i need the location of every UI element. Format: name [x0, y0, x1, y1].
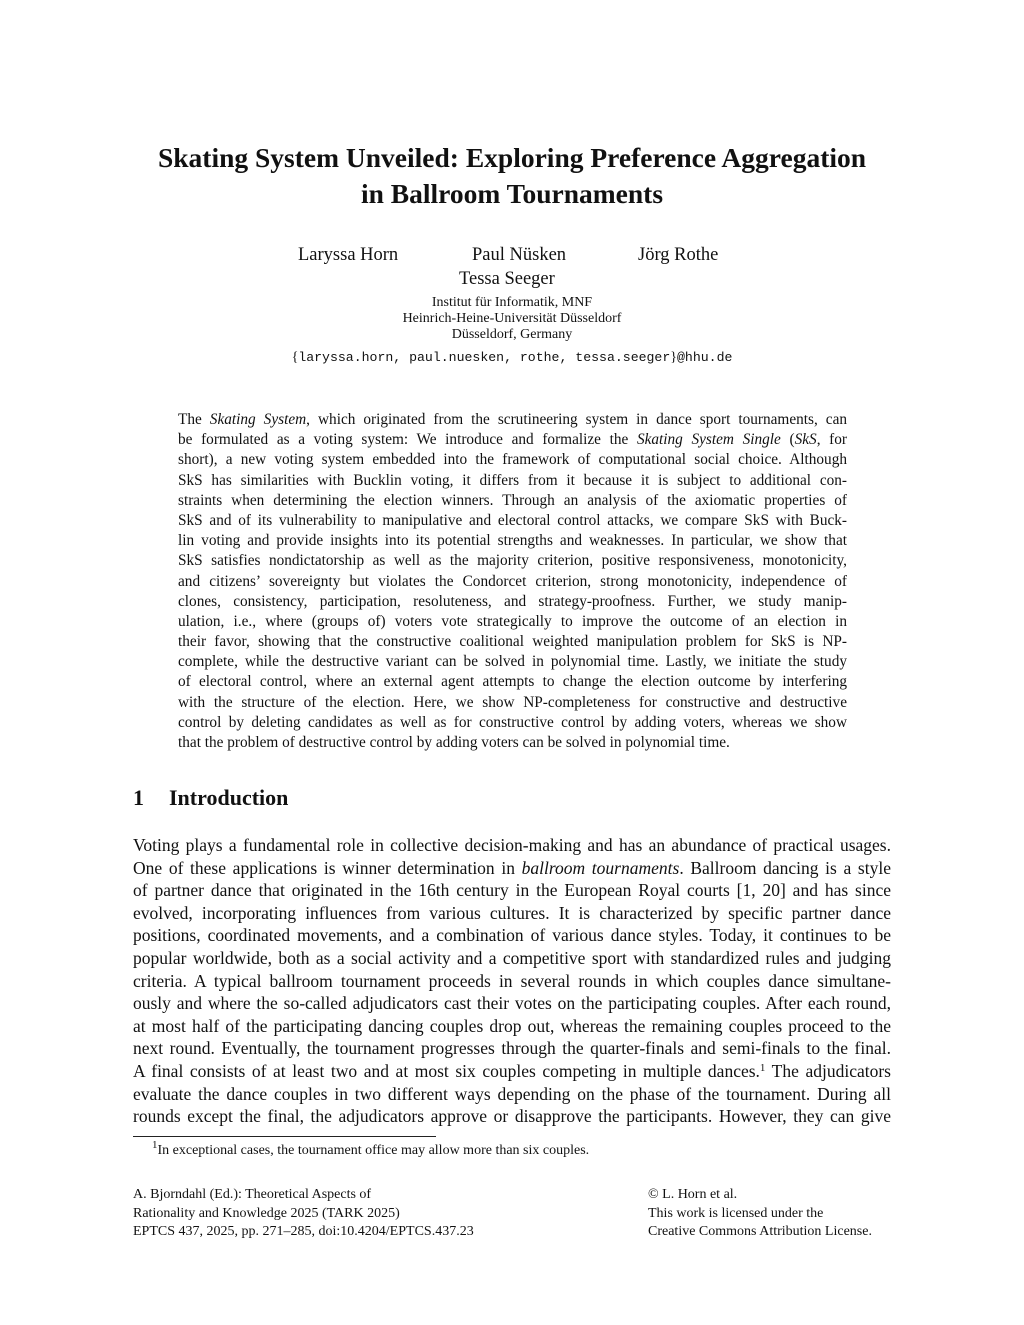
- abstract-line: SkS and of its vulnerability to manipulative and electoral control attacks, we compare SkS with Buck-: [178, 511, 847, 529]
- body-line: positions, coordinated movements, and a combination of various dance styles. Today, it continues to be: [133, 925, 891, 946]
- footnote-mark: 1: [152, 1139, 158, 1151]
- author-list: [0, 244, 1024, 292]
- publication-info: [133, 1186, 474, 1242]
- footnote-text: In exceptional cases, the tournament office may allow more than six couples.: [157, 1143, 590, 1158]
- author-name: Paul Nüsken: [472, 245, 567, 265]
- body-line: criteria. A typical ballroom tournament proceeds in several rounds in which couples dance simultane-: [133, 970, 891, 991]
- emphasis: ballroom tournaments: [521, 857, 680, 878]
- paper-title: [0, 140, 1024, 212]
- abstract-line: complete, while the destructive variant can be solved in polynomial time. Lastly, we initiate the study: [178, 653, 847, 671]
- affiliation: [0, 295, 1024, 343]
- email-domain: @hhu.de: [677, 350, 733, 365]
- author-name: Jörg Rothe: [638, 245, 719, 265]
- body-line: Voting plays a fundamental role in collective decision-making and has an abundance of practical usages.: [133, 835, 891, 855]
- abstract-line: lin voting and provide insights into its potential strengths and weaknesses. In particular, we show that: [178, 532, 847, 550]
- body-line: of partner dance that originated in the 16th century in the European Royal courts [1, 20] and has since: [133, 880, 891, 901]
- abstract-line: control by deleting candidates as well as for constructive control by adding voters, whereas we show: [178, 713, 847, 731]
- emphasis: SkS: [794, 431, 817, 449]
- publication-line: Rationality and Knowledge 2025 (TARK 2025): [133, 1205, 400, 1221]
- body-line: evaluate the dance couples in two different ways depending on the phase of the tournament. During all: [133, 1083, 891, 1104]
- paper-title-line-2: in Ballroom Tournaments: [360, 178, 664, 209]
- abstract-line: ulation, i.e., where (groups of) voters vote strategically to improve the outcome of an election in: [178, 612, 847, 630]
- abstract-line: their favor, showing that the constructive coalitional weighted manipulation problem for SkS is NP-: [178, 633, 847, 651]
- author-emails: [0, 350, 1024, 366]
- body-line: next round. Eventually, the tournament progresses through the quarter-finals and semi-finals to the final.: [133, 1038, 891, 1059]
- email-brace: {: [291, 350, 299, 365]
- paper-title-line-1: Skating System Unveiled: Exploring Preference Aggregation: [157, 142, 867, 173]
- abstract: [178, 410, 847, 753]
- section-number: 1: [133, 785, 144, 810]
- body-line: popular worldwide, both as a social activity and a competitive sport with standardized rules and judging: [133, 947, 891, 968]
- body-line: evolved, incorporating influences from various cultures. It is characterized by specific partner dance: [133, 902, 891, 923]
- footnote-rule: [133, 1136, 436, 1137]
- abstract-line: of electoral control, where an external agent attempts to change the election outcome by interfering: [178, 673, 847, 691]
- abstract-line: be formulated as a voting system: We introduce and formalize the Skating System Single (SkS, for: [178, 431, 847, 449]
- publication-line: EPTCS 437, 2025, pp. 271–285, doi:10.4204/EPTCS.437.23: [133, 1224, 474, 1239]
- emphasis: Skating System Single: [636, 431, 781, 449]
- affiliation-line: Institut für Informatik, MNF: [431, 295, 593, 310]
- affiliation-line: Düsseldorf, Germany: [451, 327, 573, 342]
- body-line: One of these applications is winner determination in ballroom tournaments. Ballroom dancing is a style: [133, 857, 891, 878]
- abstract-line: with the structure of the election. Here, we show NP-completeness for constructive and destructive: [178, 693, 847, 711]
- affiliation-line: Heinrich-Heine-Universität Düsseldorf: [402, 311, 622, 326]
- license-line: Creative Commons Attribution License.: [648, 1224, 872, 1239]
- abstract-line: clones, consistency, participation, resoluteness, and strategy-proofness. Further, we study manip-: [178, 592, 847, 610]
- body-line: A final consists of at least two and at most six couples competing in multiple dances.$^1$ The adjudicators: [133, 1060, 891, 1081]
- section-heading: [133, 785, 288, 811]
- copyright-line: © L. Horn et al.: [648, 1187, 738, 1202]
- abstract-line: straints when determining the election winners. Through an analysis of the axiomatic properties of: [178, 491, 847, 509]
- introduction-body: [133, 834, 891, 1128]
- body-line: at most half of the participating dancing couples drop out, whereas the remaining couples proceed to the: [133, 1015, 891, 1036]
- abstract-line: SkS satisfies nondictatorship as well as the majority criterion, positive responsiveness, monotonicity,: [178, 552, 847, 570]
- body-line: ously and where the so-called adjudicators cast their votes on the participating couples. After each round,: [133, 993, 891, 1014]
- abstract-line: short), a new voting system embedded into the framework of computational social choice. Although: [178, 451, 847, 469]
- license-info: [648, 1186, 872, 1242]
- publication-line: A. Bjorndahl (Ed.): Theoretical Aspects of: [133, 1187, 372, 1202]
- section-title: Introduction: [169, 785, 289, 810]
- footnote: [152, 1139, 590, 1159]
- email-brace: }: [670, 350, 677, 365]
- license-line: This work is licensed under the: [648, 1205, 824, 1221]
- author-name: Tessa Seeger: [459, 269, 555, 289]
- email-names: laryssa.horn, paul.nuesken, rothe, tessa.seeger: [298, 350, 671, 365]
- abstract-line: The Skating System, which originated from the scrutineering system in dance sport tournaments, can: [178, 411, 848, 428]
- author-name: Laryssa Horn: [298, 245, 399, 265]
- abstract-line: SkS has similarities with Bucklin voting, it differs from it because it is subject to additional con-: [178, 471, 847, 489]
- abstract-line: and citizens’ sovereignty but violates the Condorcet criterion, strong monotonicity, independence of: [178, 572, 847, 590]
- abstract-line: that the problem of destructive control by adding voters can be solved in polynomial time.: [178, 734, 730, 751]
- body-line: rounds except the final, the adjudicators approve or disapprove the participants. However, they can give: [133, 1106, 891, 1127]
- footnote-marker: 1: [759, 1061, 766, 1074]
- emphasis: Skating System: [209, 411, 307, 428]
